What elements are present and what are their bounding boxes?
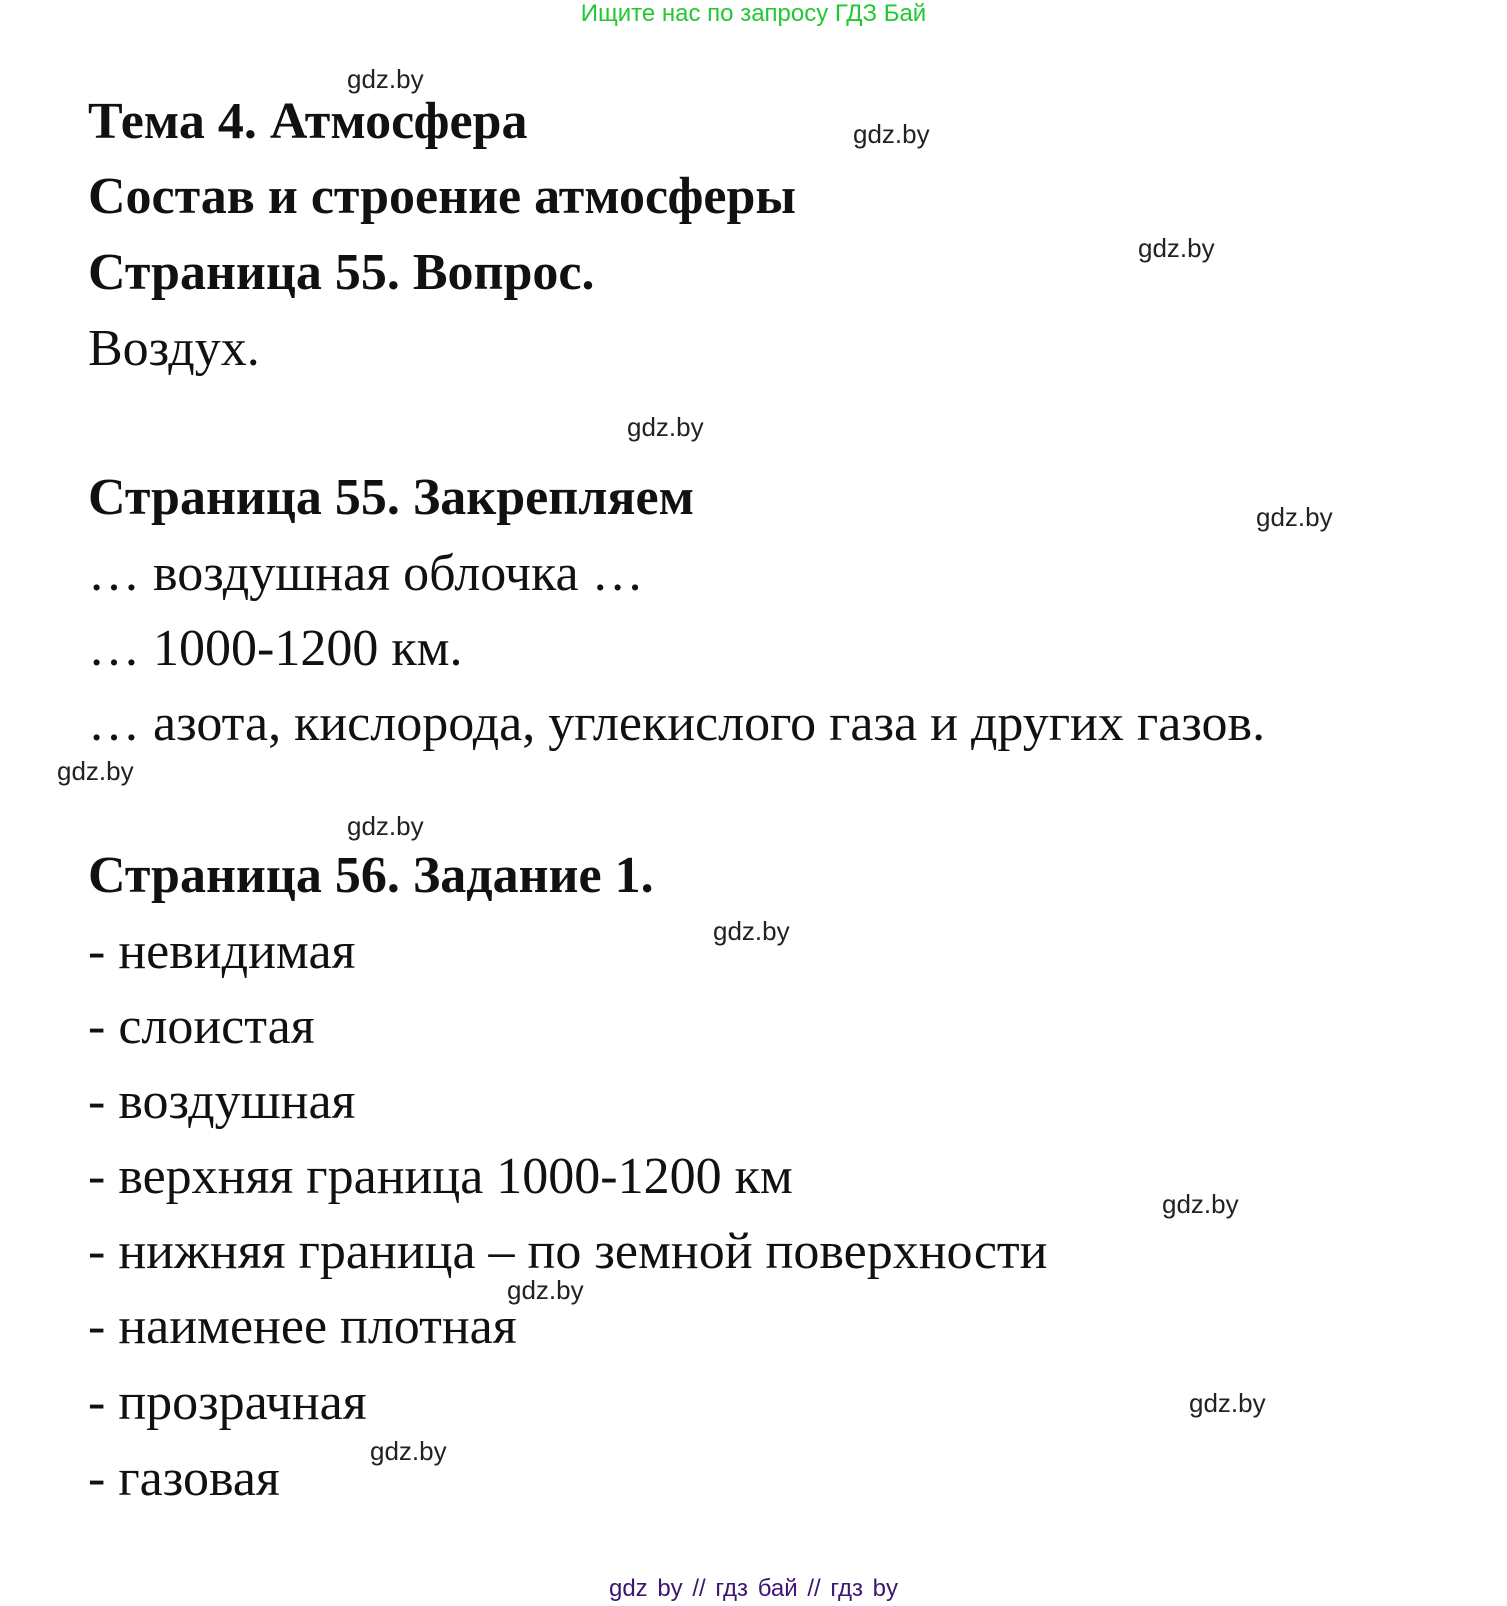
q3-heading: Страница 56. Задание 1.: [88, 847, 654, 904]
q2-heading: Страница 55. Закрепляем: [88, 469, 695, 526]
watermark: gdz.by: [370, 1436, 447, 1466]
q3-item: - слоистая: [88, 998, 315, 1055]
q2-line: … азота, кислорода, углекислого газа и других газов.: [88, 695, 1266, 752]
watermark: gdz.by: [57, 756, 134, 786]
topic-title: Тема 4. Атмосфера: [88, 93, 528, 150]
watermark: gdz.by: [1189, 1388, 1266, 1418]
watermark: gdz.by: [1256, 502, 1333, 532]
q1-answer: Воздух.: [88, 320, 260, 377]
section-title: Состав и строение атмосферы: [88, 168, 797, 225]
q3-item: - верхняя граница 1000-1200 км: [88, 1148, 793, 1205]
q3-item: - прозрачная: [88, 1374, 367, 1431]
search-banner[interactable]: Ищите нас по запросу ГДЗ Бай: [580, 0, 927, 27]
q3-item: - воздушная: [88, 1073, 356, 1130]
q3-item: - нижняя граница – по земной поверхности: [88, 1223, 1048, 1280]
q3-item: - наименее плотная: [88, 1298, 517, 1355]
q3-item: - газовая: [88, 1450, 280, 1507]
watermark: gdz.by: [347, 811, 424, 841]
watermark: gdz.by: [853, 119, 930, 149]
q1-heading: Страница 55. Вопрос.: [88, 244, 595, 301]
watermark: gdz.by: [627, 412, 704, 442]
q3-item: - невидимая: [88, 923, 356, 980]
q2-line: … 1000-1200 км.: [88, 620, 463, 677]
watermark: gdz.by: [1138, 233, 1215, 263]
footer-links[interactable]: gdz by // гдз бай // гдз by: [608, 1575, 899, 1602]
q2-line: … воздушная облочка …: [88, 545, 644, 602]
watermark: gdz.by: [1162, 1189, 1239, 1219]
watermark: gdz.by: [713, 916, 790, 946]
watermark: gdz.by: [507, 1275, 584, 1305]
watermark: gdz.by: [347, 64, 424, 94]
